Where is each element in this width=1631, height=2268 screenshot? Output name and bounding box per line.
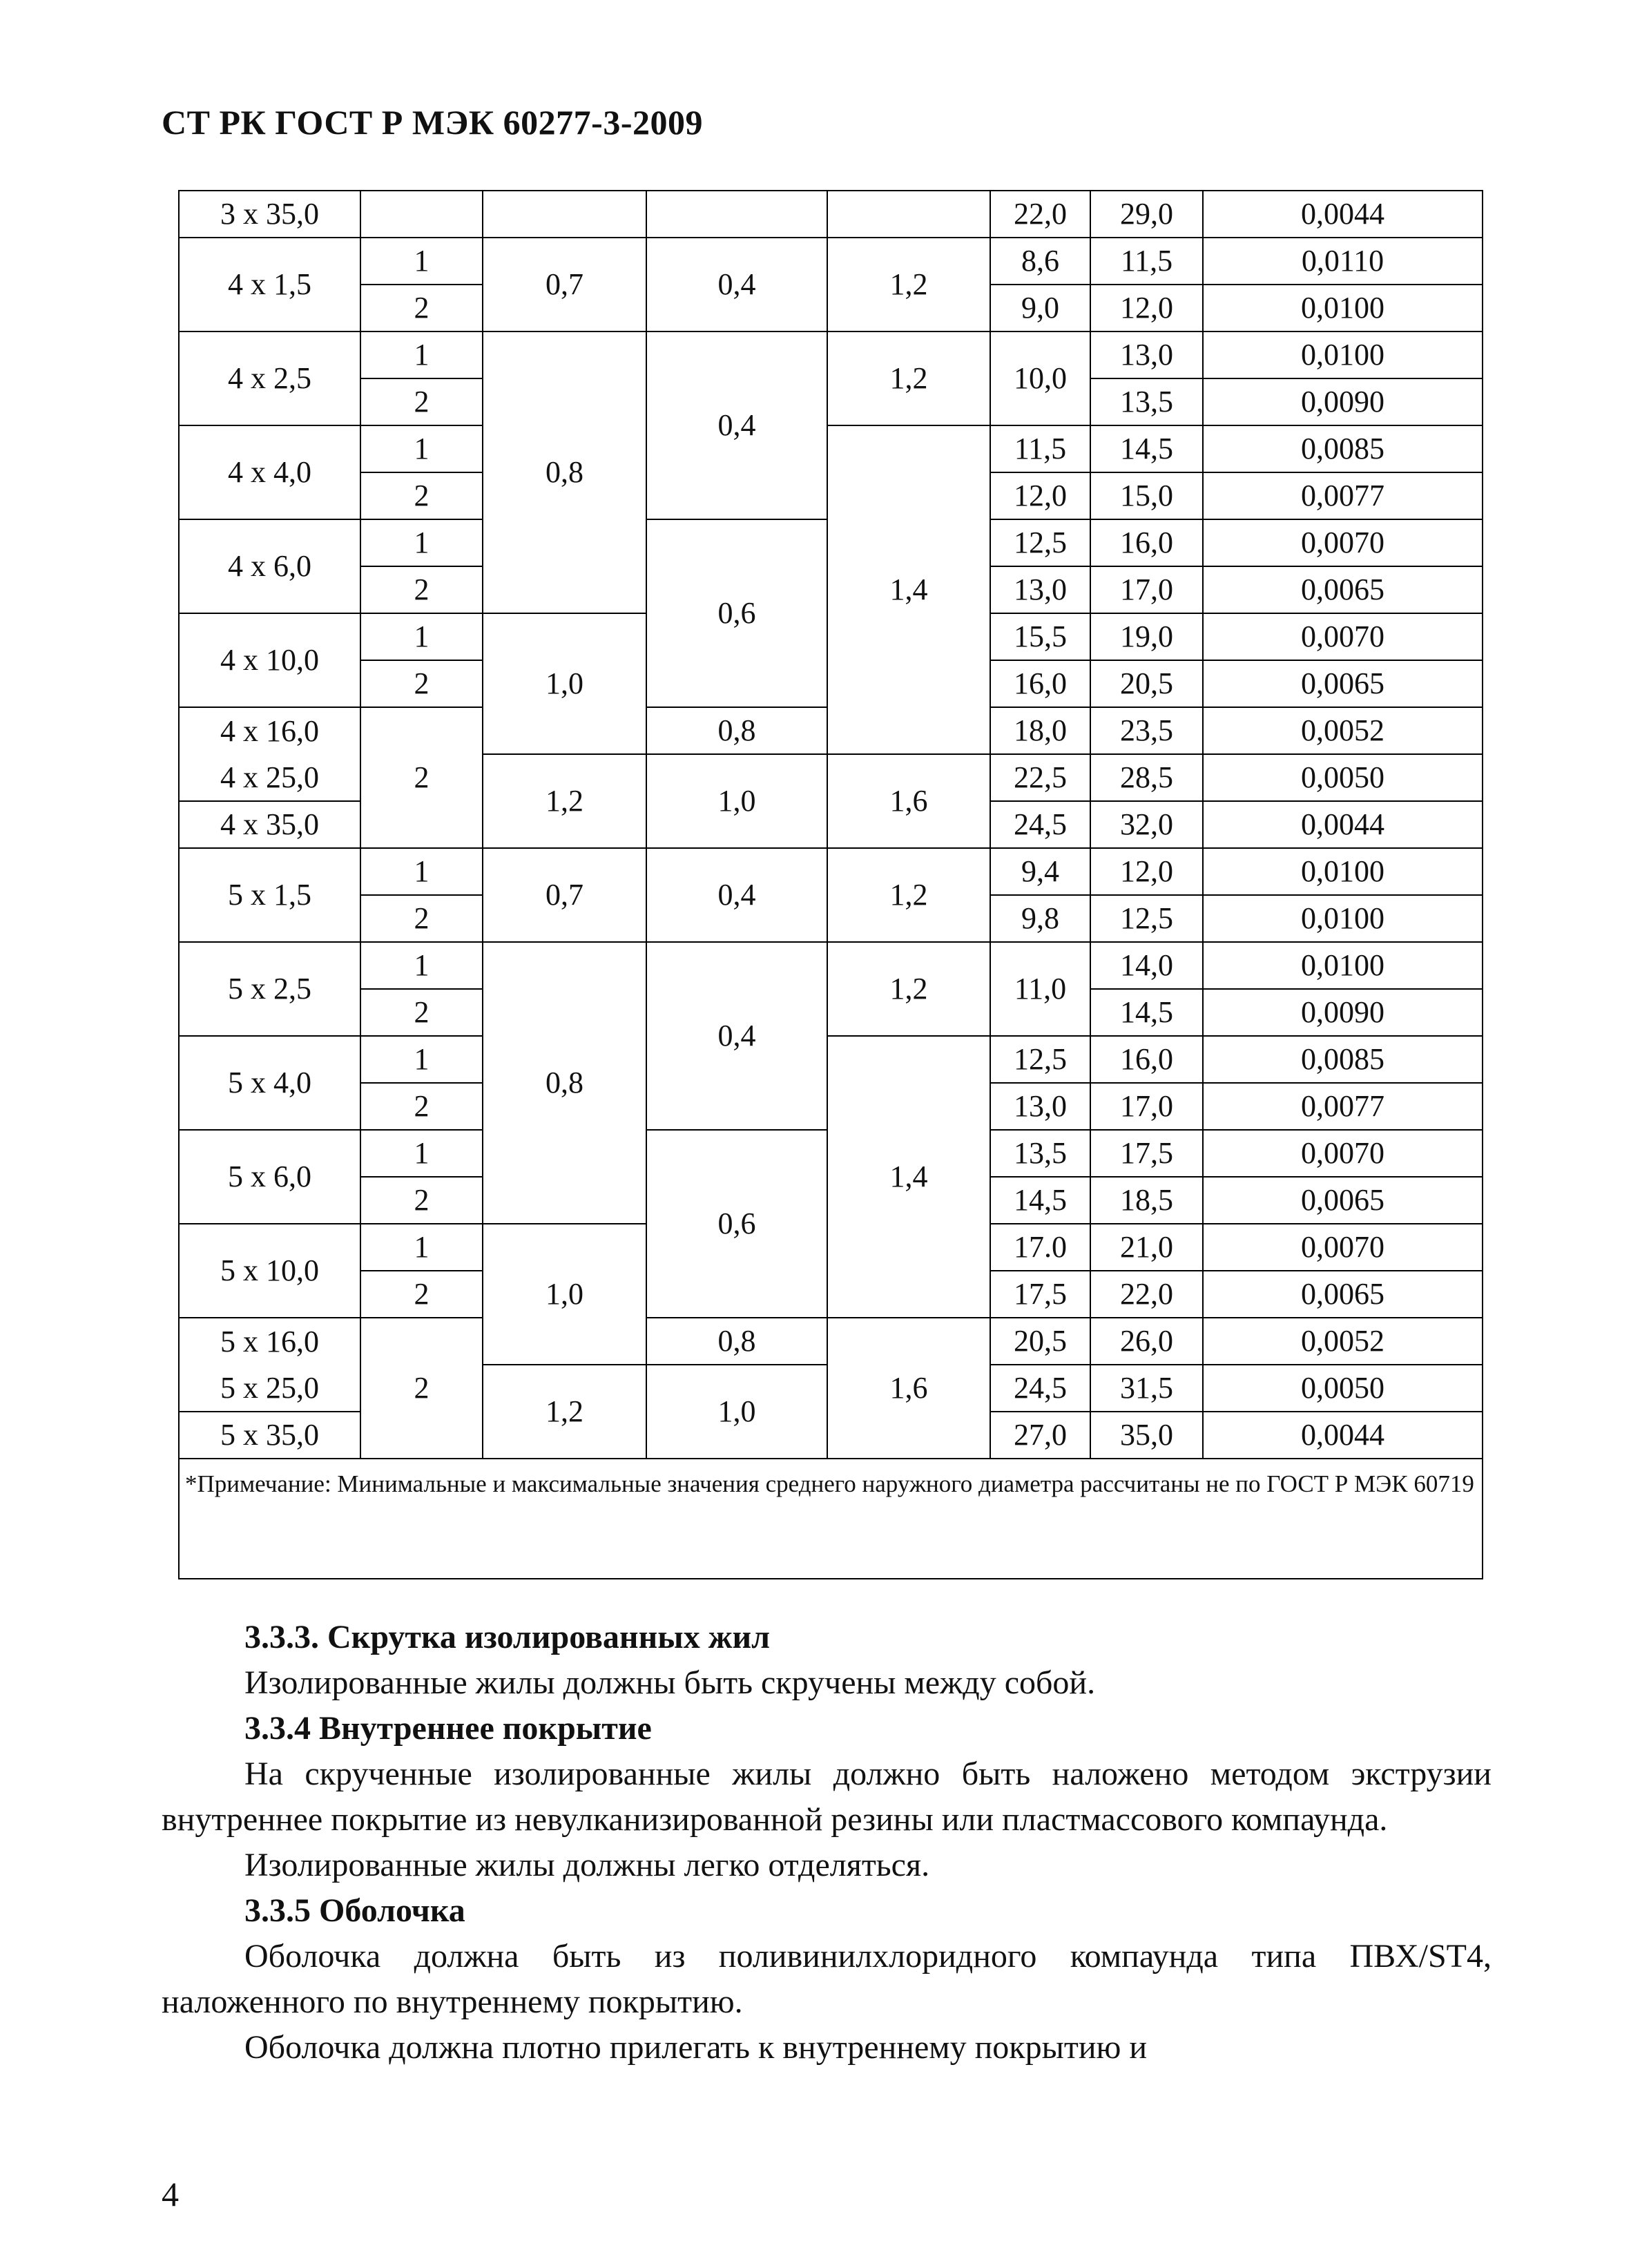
table-cell: 17,0 <box>1090 566 1203 613</box>
table-cell: 20,5 <box>990 1318 1090 1365</box>
table-cell: 16,0 <box>990 660 1090 707</box>
table-cell: 16,0 <box>1090 1036 1203 1083</box>
table-cell: 0,0070 <box>1203 1130 1483 1177</box>
table-cell: 0,8 <box>646 707 827 754</box>
paragraph: Оболочка должна плотно прилегать к внутреннему покрытию и <box>244 2029 1148 2066</box>
table-cell: 22,0 <box>1090 1271 1203 1318</box>
table-cell: 0,0065 <box>1203 660 1483 707</box>
table-cell: 0,0070 <box>1203 519 1483 566</box>
table-cell: 0,0070 <box>1203 1224 1483 1271</box>
table-cell: 2 <box>360 895 483 942</box>
table-cell: 28,5 <box>1090 754 1203 801</box>
table-cell: 31,5 <box>1090 1365 1203 1412</box>
table-cell: 2 <box>360 1083 483 1130</box>
table-cell: 1,6 <box>827 1318 990 1459</box>
table-cell: 22,0 <box>990 191 1090 238</box>
table-cell: 2 <box>360 989 483 1036</box>
table-cell: 1,0 <box>646 1365 827 1459</box>
table-cell: 0,4 <box>646 238 827 331</box>
table-cell: 0,0052 <box>1203 1318 1483 1365</box>
table-cell: 8,6 <box>990 238 1090 285</box>
table-cell: 0,8 <box>483 942 646 1224</box>
page-number: 4 <box>162 2175 179 2213</box>
table-cell: 10,0 <box>990 331 1090 425</box>
table-cell: 0,0090 <box>1203 378 1483 425</box>
table-cell: 11,0 <box>990 942 1090 1036</box>
table-cell: 1 <box>360 238 483 285</box>
table-cell: 0,0100 <box>1203 942 1483 989</box>
table-cell: 4 x 2,5 <box>179 331 360 425</box>
table-cell: 13,0 <box>990 566 1090 613</box>
table-cell: 1,4 <box>827 425 990 754</box>
table-cell: 0,0077 <box>1203 472 1483 519</box>
table-cell: 0,0052 <box>1203 707 1483 754</box>
table-row <box>179 1318 1483 1365</box>
table-cell: 1 <box>360 1130 483 1177</box>
table-cell: 1,2 <box>483 1365 646 1459</box>
table-cell: 17,5 <box>1090 1130 1203 1177</box>
table-cell <box>360 191 483 238</box>
paragraph: Изолированные жилы должны легко отделяться. <box>244 1847 930 1883</box>
table-cell: 27,0 <box>990 1412 1090 1459</box>
table-cell: 0,0100 <box>1203 895 1483 942</box>
table-cell: 14,5 <box>1090 425 1203 472</box>
document-header: СТ РК ГОСТ Р МЭК 60277-3-2009 <box>162 103 703 142</box>
table-cell: 5 x 35,0 <box>179 1412 360 1459</box>
table-cell: 13,5 <box>1090 378 1203 425</box>
table-cell: 0,6 <box>646 519 827 707</box>
table-cell <box>483 191 646 238</box>
table-cell: 4 x 4,0 <box>179 425 360 519</box>
table-cell: 0,0110 <box>1203 238 1483 285</box>
table-row <box>179 848 1483 895</box>
table-cell: 32,0 <box>1090 801 1203 848</box>
table-cell: 9,0 <box>990 285 1090 331</box>
table-cell: 1,2 <box>827 848 990 942</box>
table-cell: 0,0070 <box>1203 613 1483 660</box>
table-note-row <box>179 1459 1483 1579</box>
table-cell <box>827 191 990 238</box>
table-row <box>179 238 1483 285</box>
table-cell: 18,0 <box>990 707 1090 754</box>
table-cell: 11,5 <box>1090 238 1203 285</box>
paragraph: Оболочка должна быть из поливинилхлоридного компаунда типа ПВХ/ST4, наложенного по внутреннему покрытию. <box>162 1938 1492 2020</box>
table-cell: 16,0 <box>1090 519 1203 566</box>
table-cell: 14,5 <box>1090 989 1203 1036</box>
table-cell: 0,0085 <box>1203 425 1483 472</box>
table-cell <box>646 191 827 238</box>
table-cell: 5 x 2,5 <box>179 942 360 1036</box>
table-cell: 0,0090 <box>1203 989 1483 1036</box>
table-cell: 2 <box>360 378 483 425</box>
table-cell: 1,4 <box>827 1036 990 1318</box>
table-cell: 0,8 <box>483 331 646 613</box>
body-text <box>162 1615 1492 2070</box>
table-cell: 12,0 <box>990 472 1090 519</box>
table-cell: 1 <box>360 331 483 378</box>
table-cell: 11,5 <box>990 425 1090 472</box>
table-cell: 3 x 35,0 <box>179 191 360 238</box>
table-cell: 2 <box>360 1318 483 1459</box>
cable-spec-table <box>178 190 1483 1579</box>
table-row <box>179 191 1483 238</box>
table-cell: 2 <box>360 1177 483 1224</box>
table-note: *Примечание: Минимальные и максимальные значения среднего наружного диаметра рассчитаны не по ГОСТ Р МЭК 60719 <box>179 1459 1483 1579</box>
table-cell: 13,0 <box>990 1083 1090 1130</box>
table-cell: 24,5 <box>990 1365 1090 1412</box>
table-cell: 5 x 6,0 <box>179 1130 360 1224</box>
table-cell: 26,0 <box>1090 1318 1203 1365</box>
table-cell: 5 x 16,0 <box>179 1318 360 1365</box>
table-cell: 1,2 <box>827 238 990 331</box>
table-cell: 1 <box>360 613 483 660</box>
table-cell: 0,0065 <box>1203 1271 1483 1318</box>
table-cell: 0,4 <box>646 848 827 942</box>
table-cell: 17,5 <box>990 1271 1090 1318</box>
table-cell: 12,5 <box>990 1036 1090 1083</box>
table-cell: 4 x 1,5 <box>179 238 360 331</box>
table-cell: 0,0050 <box>1203 754 1483 801</box>
table-row <box>179 1036 1483 1083</box>
table-cell: 0,0065 <box>1203 566 1483 613</box>
table-row <box>179 425 1483 472</box>
table-row <box>179 331 1483 378</box>
table-cell: 23,5 <box>1090 707 1203 754</box>
table-cell: 1 <box>360 1036 483 1083</box>
table-cell: 1 <box>360 1224 483 1271</box>
table-cell: 18,5 <box>1090 1177 1203 1224</box>
table-cell: 0,4 <box>646 942 827 1130</box>
table-cell: 1,2 <box>827 331 990 425</box>
table-cell: 12,0 <box>1090 285 1203 331</box>
section-heading-3-3-5: 3.3.5 Оболочка <box>244 1892 465 1929</box>
table-cell: 14,0 <box>1090 942 1203 989</box>
table-cell: 0,0044 <box>1203 191 1483 238</box>
table-cell: 21,0 <box>1090 1224 1203 1271</box>
table-cell: 13,5 <box>990 1130 1090 1177</box>
table-cell: 0,0044 <box>1203 1412 1483 1459</box>
table-cell: 14,5 <box>990 1177 1090 1224</box>
table-cell: 2 <box>360 285 483 331</box>
table-row <box>179 942 1483 989</box>
table-cell: 1 <box>360 519 483 566</box>
table-cell: 0,0100 <box>1203 848 1483 895</box>
table-cell: 0,0085 <box>1203 1036 1483 1083</box>
table-cell: 1,0 <box>483 1224 646 1365</box>
table-cell: 1,2 <box>827 942 990 1036</box>
section-heading-3-3-3: 3.3.3. Скрутка изолированных жил <box>244 1619 771 1655</box>
table-cell: 1,0 <box>483 613 646 754</box>
table-cell: 20,5 <box>1090 660 1203 707</box>
table-cell: 24,5 <box>990 801 1090 848</box>
table-cell: 2 <box>360 472 483 519</box>
table-cell: 4 x 25,0 <box>179 754 360 801</box>
table-cell: 0,7 <box>483 238 646 331</box>
table-cell: 2 <box>360 1271 483 1318</box>
table-cell: 5 x 10,0 <box>179 1224 360 1318</box>
table-cell: 0,6 <box>646 1130 827 1318</box>
table-cell: 12,5 <box>1090 895 1203 942</box>
table-cell: 35,0 <box>1090 1412 1203 1459</box>
table-cell: 0,0100 <box>1203 331 1483 378</box>
table-cell: 0,0044 <box>1203 801 1483 848</box>
table-cell: 4 x 16,0 <box>179 707 360 754</box>
table-cell: 0,0065 <box>1203 1177 1483 1224</box>
table-cell: 4 x 35,0 <box>179 801 360 848</box>
table-cell: 0,0077 <box>1203 1083 1483 1130</box>
table-cell: 1,6 <box>827 754 990 848</box>
table-cell: 4 x 10,0 <box>179 613 360 707</box>
table-cell: 5 x 1,5 <box>179 848 360 942</box>
table-cell: 0,0050 <box>1203 1365 1483 1412</box>
table-cell: 1,2 <box>483 754 646 848</box>
table-cell: 19,0 <box>1090 613 1203 660</box>
table-cell: 1 <box>360 942 483 989</box>
table-cell: 1,0 <box>646 754 827 848</box>
table-cell: 2 <box>360 660 483 707</box>
table-cell: 17.0 <box>990 1224 1090 1271</box>
table-cell: 5 x 25,0 <box>179 1365 360 1412</box>
table-cell: 12,0 <box>1090 848 1203 895</box>
table-cell: 2 <box>360 707 483 848</box>
paragraph: На скрученные изолированные жилы должно быть наложено методом экструзии внутреннее покрытие из невулканизированной резины или пластмассового компаунда. <box>162 1756 1492 1838</box>
table-cell: 15,5 <box>990 613 1090 660</box>
table-cell: 22,5 <box>990 754 1090 801</box>
table-cell: 0,8 <box>646 1318 827 1365</box>
paragraph: Изолированные жилы должны быть скручены между собой. <box>244 1664 1096 1701</box>
table-cell: 4 x 6,0 <box>179 519 360 613</box>
section-heading-3-3-4: 3.3.4 Внутреннее покрытие <box>244 1710 652 1747</box>
table-cell: 1 <box>360 425 483 472</box>
table-cell: 12,5 <box>990 519 1090 566</box>
table-cell: 2 <box>360 566 483 613</box>
table-cell: 0,0100 <box>1203 285 1483 331</box>
table-cell: 9,8 <box>990 895 1090 942</box>
table-cell: 17,0 <box>1090 1083 1203 1130</box>
table-cell: 1 <box>360 848 483 895</box>
table-cell: 0,7 <box>483 848 646 942</box>
table-cell: 29,0 <box>1090 191 1203 238</box>
table-cell: 15,0 <box>1090 472 1203 519</box>
table-cell: 5 x 4,0 <box>179 1036 360 1130</box>
table-cell: 9,4 <box>990 848 1090 895</box>
table-cell: 13,0 <box>1090 331 1203 378</box>
table-cell: 0,4 <box>646 331 827 519</box>
